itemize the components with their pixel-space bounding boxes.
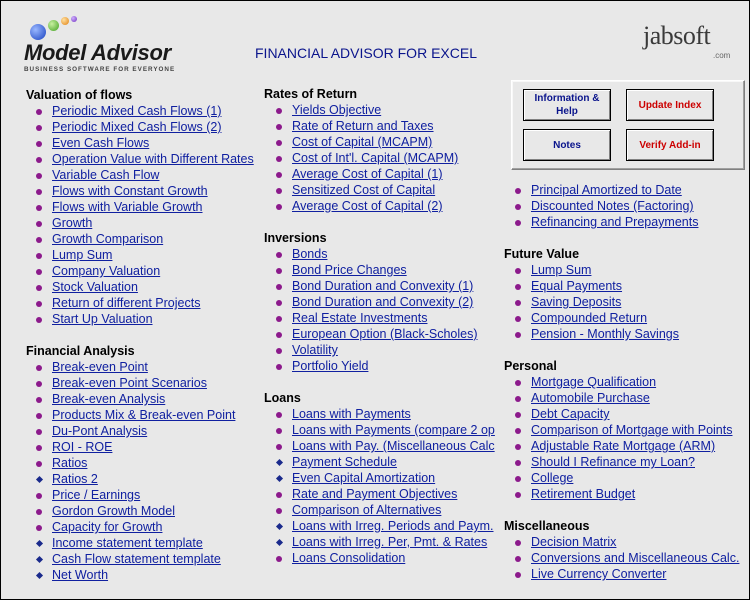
link[interactable]: Bond Price Changes: [292, 263, 407, 277]
bullet-icon: [515, 428, 521, 434]
link[interactable]: Capacity for Growth: [52, 520, 163, 534]
bullet-icon: [36, 173, 42, 179]
link[interactable]: Retirement Budget: [531, 487, 636, 501]
link[interactable]: Growth Comparison: [52, 232, 164, 246]
bullet-icon: [36, 221, 42, 227]
jabsoft-brand: jabsoft: [643, 21, 711, 50]
update-index-button[interactable]: Update Index: [626, 89, 714, 121]
bullet-icon: [276, 508, 282, 514]
link[interactable]: European Option (Black-Scholes): [292, 327, 478, 341]
link[interactable]: Rate and Payment Objectives: [292, 487, 458, 501]
bullet-icon: [36, 413, 42, 419]
link[interactable]: Adjustable Rate Mortgage (ARM): [531, 439, 716, 453]
link[interactable]: Debt Capacity: [531, 407, 610, 421]
bullet-icon: [276, 252, 282, 258]
bullet-icon: [515, 220, 521, 226]
bullet-icon: [276, 316, 282, 322]
logo-title: Model Advisor: [24, 40, 171, 65]
link[interactable]: Comparison of Mortgage with Points: [531, 423, 733, 437]
link[interactable]: Stock Valuation: [52, 280, 138, 294]
bullet-icon: [515, 556, 521, 562]
bullet-icon: [36, 157, 42, 163]
link[interactable]: Bond Duration and Convexity (2): [292, 295, 474, 309]
link[interactable]: Break-even Point: [52, 360, 148, 374]
link[interactable]: Compounded Return: [531, 311, 648, 325]
link[interactable]: Return of different Projects: [52, 296, 201, 310]
link[interactable]: Ratios 2: [52, 472, 98, 486]
bullet-icon: [515, 476, 521, 482]
bullet-icon: [36, 461, 42, 467]
bullet-icon: [276, 412, 282, 418]
link[interactable]: Comparison of Alternatives: [292, 503, 442, 517]
bullet-icon: [276, 188, 282, 194]
link[interactable]: Flows with Constant Growth: [52, 184, 208, 198]
link[interactable]: Sensitized Cost of Capital: [292, 183, 436, 197]
link[interactable]: Saving Deposits: [531, 295, 622, 309]
diamond-bullet-icon: [36, 540, 43, 547]
link[interactable]: College: [531, 471, 574, 485]
link[interactable]: Live Currency Converter: [531, 567, 667, 581]
jabsoft-wordmark: [643, 21, 710, 50]
bullet-icon: [515, 188, 521, 194]
bullet-icon: [515, 332, 521, 338]
link[interactable]: Bonds: [292, 247, 328, 261]
diamond-bullet-icon: [276, 523, 283, 530]
bullet-icon: [36, 509, 42, 515]
bullet-icon: [515, 316, 521, 322]
verify-addin-button[interactable]: Verify Add-in: [626, 129, 714, 161]
link[interactable]: Du-Pont Analysis: [52, 424, 148, 438]
link[interactable]: Ratios: [52, 456, 88, 470]
bullet-icon: [36, 269, 42, 275]
bullet-icon: [276, 156, 282, 162]
bullet-icon: [276, 284, 282, 290]
bullet-icon: [36, 253, 42, 259]
link[interactable]: Variable Cash Flow: [52, 168, 160, 182]
link[interactable]: Conversions and Miscellaneous Calc.: [531, 551, 740, 565]
link[interactable]: Rate of Return and Taxes: [292, 119, 434, 133]
link[interactable]: Loans with Payments (compare 2 op: [292, 423, 495, 437]
bullet-icon: [276, 444, 282, 450]
link[interactable]: Cost of Int'l. Capital (MCAPM): [292, 151, 459, 165]
bullet-icon: [515, 460, 521, 466]
link[interactable]: Cash Flow statement template: [52, 552, 221, 566]
link[interactable]: Equal Payments: [531, 279, 623, 293]
link[interactable]: Income statement template: [52, 536, 203, 550]
diamond-bullet-icon: [36, 476, 43, 483]
bullet-icon: [515, 444, 521, 450]
link[interactable]: Even Cash Flows: [52, 136, 150, 150]
link[interactable]: Net Worth: [52, 568, 109, 582]
app-title: FINANCIAL ADVISOR FOR EXCEL: [255, 45, 477, 61]
bullet-icon: [515, 540, 521, 546]
bullet-icon: [276, 172, 282, 178]
bullet-icon: [276, 300, 282, 306]
heading-loans: Loans: [264, 391, 301, 405]
link[interactable]: Products Mix & Break-even Point: [52, 408, 236, 422]
link[interactable]: Even Capital Amortization: [292, 471, 436, 485]
bullet-icon: [515, 268, 521, 274]
link[interactable]: Volatility: [292, 343, 338, 357]
bullet-icon: [276, 492, 282, 498]
link[interactable]: Growth: [52, 216, 93, 230]
heading-future-value: Future Value: [504, 247, 580, 261]
link[interactable]: Automobile Purchase: [531, 391, 650, 405]
link[interactable]: Real Estate Investments: [292, 311, 428, 325]
bullet-icon: [276, 556, 282, 562]
bullet-icon: [276, 124, 282, 130]
link[interactable]: Refinancing and Prepayments: [531, 215, 699, 229]
diamond-bullet-icon: [276, 539, 283, 546]
diamond-bullet-icon: [276, 459, 283, 466]
notes-button[interactable]: Notes: [523, 129, 611, 161]
link[interactable]: Mortgage Qualification: [531, 375, 657, 389]
link[interactable]: Break-even Analysis: [52, 392, 166, 406]
diamond-bullet-icon: [36, 572, 43, 579]
bullet-icon: [36, 301, 42, 307]
link[interactable]: Periodic Mixed Cash Flows (1): [52, 104, 222, 118]
link[interactable]: Loans with Irreg. Periods and Paym.: [292, 519, 494, 533]
bullet-icon: [36, 525, 42, 531]
link[interactable]: Loans with Pay. (Miscellaneous Calc: [292, 439, 495, 453]
link[interactable]: Operation Value with Different Rates: [52, 152, 254, 166]
logo-balls-icon: [28, 16, 88, 40]
bullet-icon: [36, 397, 42, 403]
bullet-icon: [515, 284, 521, 290]
bullet-icon: [276, 348, 282, 354]
link[interactable]: Yields Objective: [292, 103, 382, 117]
diamond-bullet-icon: [276, 475, 283, 482]
bullet-icon: [276, 204, 282, 210]
heading-miscellaneous: Miscellaneous: [504, 519, 590, 533]
bullet-icon: [515, 572, 521, 578]
jabsoft-domain: .com: [713, 51, 731, 60]
bullet-icon: [276, 332, 282, 338]
bullet-icon: [276, 364, 282, 370]
link[interactable]: Average Cost of Capital (2): [292, 199, 443, 213]
jabsoft-logo: [643, 21, 731, 60]
link[interactable]: Periodic Mixed Cash Flows (2): [52, 120, 222, 134]
bullet-icon: [36, 445, 42, 451]
info-help-button[interactable]: Information & Help: [523, 89, 611, 121]
bullet-icon: [515, 204, 521, 210]
link[interactable]: Gordon Growth Model: [52, 504, 175, 518]
link[interactable]: Lump Sum: [531, 263, 592, 277]
bullet-icon: [515, 396, 521, 402]
link[interactable]: Principal Amortized to Date: [531, 183, 682, 197]
link[interactable]: Price / Earnings: [52, 488, 141, 502]
link[interactable]: Loans with Irreg. Per, Pmt. & Rates: [292, 535, 488, 549]
bullet-icon: [36, 141, 42, 147]
link[interactable]: Break-even Point Scenarios: [52, 376, 207, 390]
link[interactable]: Discounted Notes (Factoring): [531, 199, 694, 213]
bullet-icon: [36, 285, 42, 291]
bullet-icon: [36, 365, 42, 371]
logo-tagline: BUSINESS SOFTWARE FOR EVERYONE: [24, 66, 176, 73]
link[interactable]: Lump Sum: [52, 248, 113, 262]
bullet-icon: [36, 125, 42, 131]
bullet-icon: [36, 493, 42, 499]
bullet-icon: [36, 189, 42, 195]
bullet-icon: [515, 492, 521, 498]
link[interactable]: Company Valuation: [52, 264, 161, 278]
link[interactable]: Portfolio Yield: [292, 359, 369, 373]
bullet-icon: [36, 429, 42, 435]
link[interactable]: Start Up Valuation: [52, 312, 153, 326]
link[interactable]: Payment Schedule: [292, 455, 397, 469]
heading-personal: Personal: [504, 359, 557, 373]
heading-financial-analysis: Financial Analysis: [26, 344, 135, 358]
link[interactable]: Pension - Monthly Savings: [531, 327, 679, 341]
link[interactable]: Flows with Variable Growth: [52, 200, 203, 214]
link[interactable]: Cost of Capital (MCAPM): [292, 135, 433, 149]
bullet-icon: [36, 317, 42, 323]
bullet-icon: [36, 109, 42, 115]
link[interactable]: Should I Refinance my Loan?: [531, 455, 695, 469]
heading-inversions: Inversions: [264, 231, 327, 245]
bullet-icon: [515, 300, 521, 306]
bullet-icon: [36, 237, 42, 243]
bullet-icon: [276, 108, 282, 114]
bullet-icon: [276, 268, 282, 274]
link[interactable]: Loans Consolidation: [292, 551, 406, 565]
bullet-icon: [36, 205, 42, 211]
bullet-icon: [36, 381, 42, 387]
link[interactable]: ROI - ROE: [52, 440, 113, 454]
bullet-icon: [515, 380, 521, 386]
bullet-icon: [276, 140, 282, 146]
bullet-icon: [276, 428, 282, 434]
bullet-icon: [515, 412, 521, 418]
link[interactable]: Decision Matrix: [531, 535, 617, 549]
link[interactable]: Loans with Payments: [292, 407, 411, 421]
diamond-bullet-icon: [36, 556, 43, 563]
link[interactable]: Average Cost of Capital (1): [292, 167, 443, 181]
action-button-panel: [511, 80, 745, 170]
heading-valuation-of-flows: Valuation of flows: [26, 88, 133, 102]
heading-rates-of-return: Rates of Return: [264, 87, 358, 101]
link[interactable]: Bond Duration and Convexity (1): [292, 279, 474, 293]
